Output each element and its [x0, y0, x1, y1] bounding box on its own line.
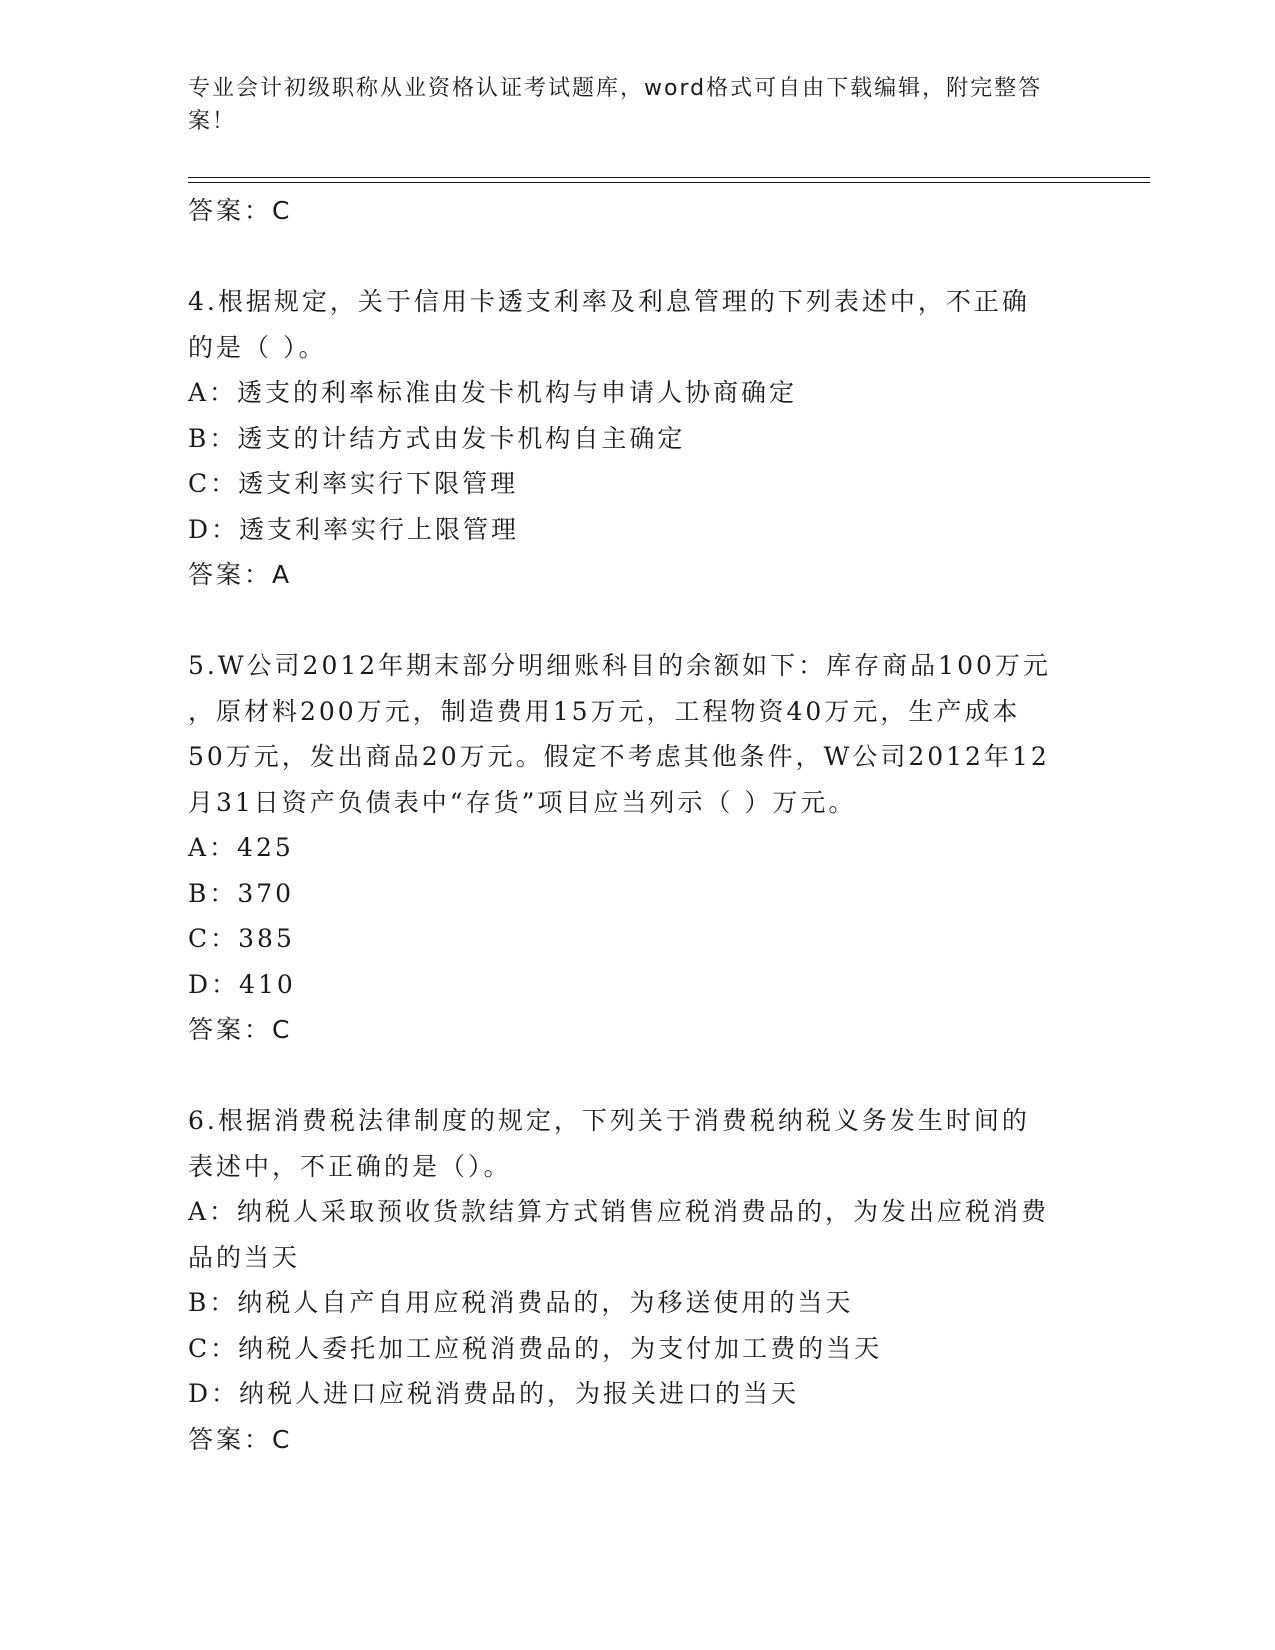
- question-5-option-d: D：410: [188, 969, 296, 999]
- question-6: [188, 1098, 1068, 1462]
- question-5: [188, 643, 1068, 1053]
- spacer: [188, 598, 1068, 644]
- header-rule-bottom: [188, 182, 1150, 183]
- question-4-option-b: B：透支的计结方式由发卡机构自主确定: [188, 423, 686, 453]
- question-6-stem-line-2: 表述中，不正确的是（）。: [188, 1151, 512, 1181]
- question-6-option-c: C：纳税人委托加工应税消费品的，为支付加工费的当天: [188, 1333, 883, 1363]
- question-list: [188, 188, 1068, 1462]
- question-4-option-c: C：透支利率实行下限管理: [188, 469, 519, 498]
- previous-answer: 答案：C: [188, 196, 293, 225]
- header-rule-top: [188, 177, 1150, 178]
- spacer: [188, 1053, 1068, 1099]
- question-4-stem-line-2: 的是（ ）。: [188, 332, 327, 362]
- question-6-answer: 答案：C: [188, 1424, 293, 1454]
- question-6-option-d: D：纳税人进口应税消费品的，为报关进口的当天: [188, 1379, 800, 1408]
- question-5-option-c: C：385: [188, 924, 295, 953]
- question-5-answer: 答案：C: [188, 1015, 293, 1044]
- question-6-option-a-line-2: 品的当天: [188, 1242, 301, 1272]
- question-5-stem-line-2: ，原材料200万元，制造费用15万元，工程物资40万元，生产成本: [188, 696, 1021, 726]
- question-4-option-a: A：透支的利率标准由发卡机构与申请人协商确定: [188, 378, 798, 407]
- question-6-option-a-line-1: A：纳税人采取预收货款结算方式销售应税消费品的，为发出应税消费: [188, 1197, 1050, 1226]
- question-5-stem-line-4: 月31日资产负债表中“存货”项目应当列示（ ）万元。: [188, 787, 857, 817]
- question-4-stem-line-1: 4.根据规定，关于信用卡透支利率及利息管理的下列表述中，不正确: [188, 287, 1030, 316]
- spacer: [188, 234, 1068, 280]
- question-5-stem-line-3: 50万元，发出商品20万元。假定不考虑其他条件，W公司2012年12: [188, 742, 1050, 771]
- question-4-option-d: D：透支利率实行上限管理: [188, 514, 520, 544]
- question-4: [188, 279, 1068, 598]
- question-4-answer: 答案：A: [188, 560, 293, 589]
- question-5-option-b: B：370: [188, 878, 295, 908]
- page-header: [188, 72, 1068, 138]
- question-5-option-a: A：425: [188, 833, 294, 862]
- header-line-2: 案！: [188, 109, 237, 134]
- question-6-option-b: B：纳税人自产自用应税消费品的，为移送使用的当天: [188, 1288, 854, 1317]
- question-6-stem-line-1: 6.根据消费税法律制度的规定，下列关于消费税纳税义务发生时间的: [188, 1106, 1030, 1135]
- header-line-1: 专业会计初级职称从业资格认证考试题库，word格式可自由下载编辑，附完整答: [188, 76, 1043, 101]
- question-5-stem-line-1: 5.W公司2012年期末部分明细账科目的余额如下：库存商品100万元: [188, 651, 1051, 680]
